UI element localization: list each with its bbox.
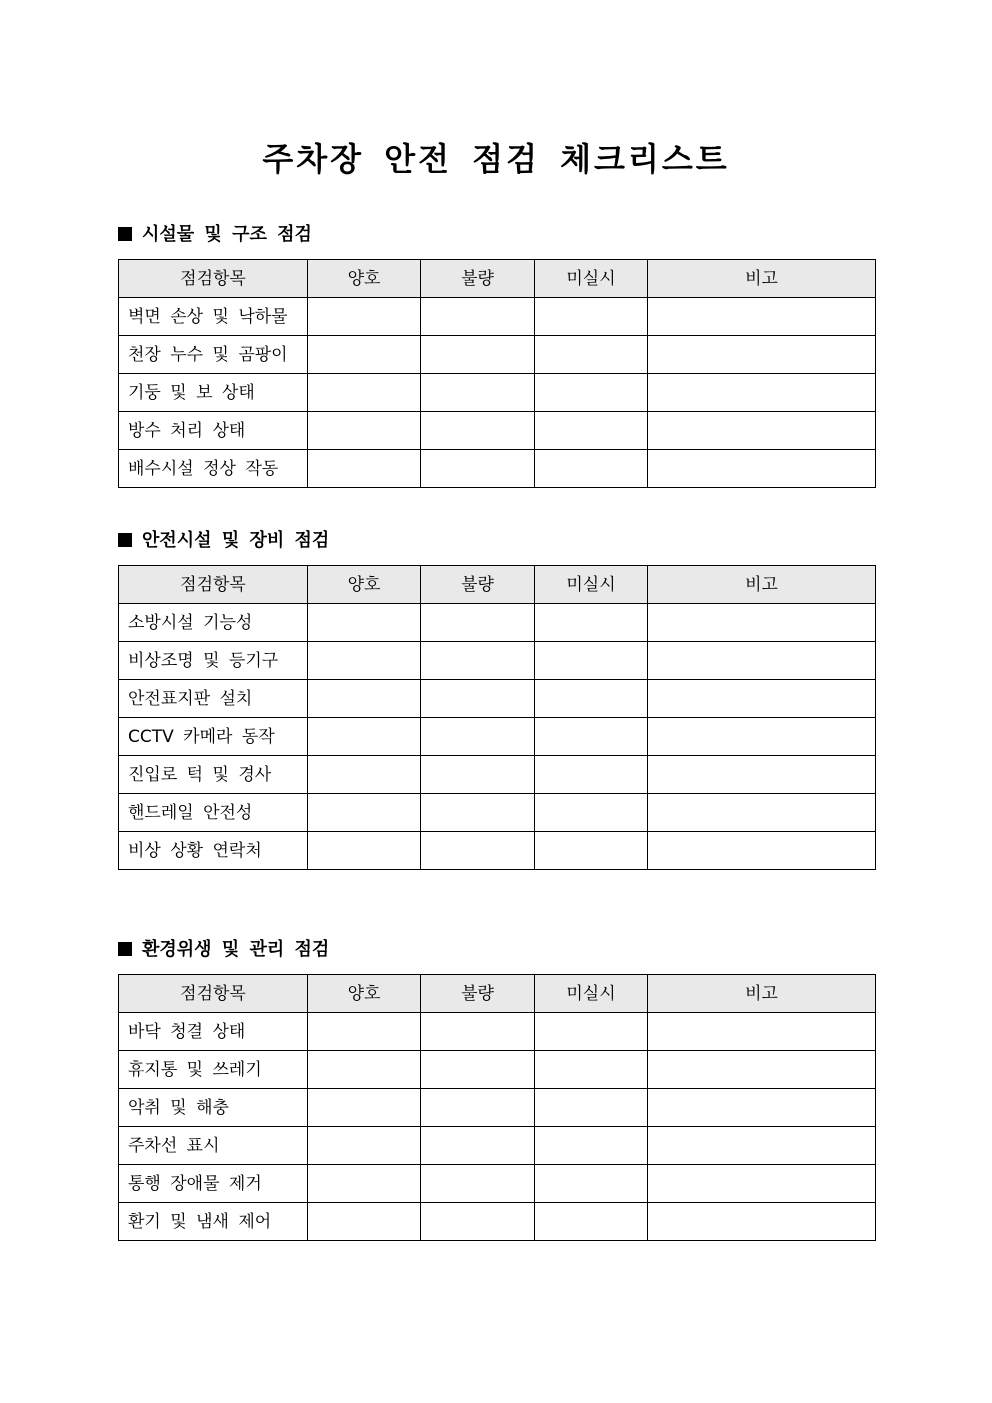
section-heading-facility: [118, 224, 312, 246]
section-heading-text: 안전시설 및 장비 점검: [142, 530, 330, 551]
table-row: [119, 680, 876, 718]
note-cell[interactable]: [648, 412, 876, 450]
section-heading-hygiene: [118, 939, 329, 961]
not-done-check-cell[interactable]: [535, 336, 648, 374]
good-check-cell[interactable]: [308, 604, 421, 642]
check-item-label: 방수 처리 상태: [119, 412, 308, 450]
not-done-check-cell[interactable]: [535, 718, 648, 756]
note-cell[interactable]: [648, 794, 876, 832]
not-done-check-cell[interactable]: [535, 794, 648, 832]
note-cell[interactable]: [648, 1051, 876, 1089]
column-header-bad: 불량: [421, 566, 535, 604]
column-header-note: 비고: [648, 975, 876, 1013]
note-cell[interactable]: [648, 604, 876, 642]
check-item-label: 소방시설 기능성: [119, 604, 308, 642]
good-check-cell[interactable]: [308, 832, 421, 870]
bad-check-cell[interactable]: [421, 450, 535, 488]
not-done-check-cell[interactable]: [535, 756, 648, 794]
good-check-cell[interactable]: [308, 1165, 421, 1203]
square-bullet-icon: [118, 533, 132, 547]
not-done-check-cell[interactable]: [535, 1165, 648, 1203]
table-row: [119, 642, 876, 680]
good-check-cell[interactable]: [308, 794, 421, 832]
not-done-check-cell[interactable]: [535, 1013, 648, 1051]
good-check-cell[interactable]: [308, 680, 421, 718]
column-header-good: 양호: [308, 975, 421, 1013]
note-cell[interactable]: [648, 1165, 876, 1203]
good-check-cell[interactable]: [308, 1127, 421, 1165]
table-row: [119, 1013, 876, 1051]
bad-check-cell[interactable]: [421, 1013, 535, 1051]
note-cell[interactable]: [648, 642, 876, 680]
check-item-label: 천장 누수 및 곰팡이: [119, 336, 308, 374]
column-header-bad: 불량: [421, 260, 535, 298]
not-done-check-cell[interactable]: [535, 1089, 648, 1127]
note-cell[interactable]: [648, 756, 876, 794]
check-item-label: 휴지통 및 쓰레기: [119, 1051, 308, 1089]
good-check-cell[interactable]: [308, 412, 421, 450]
table-row: [119, 1127, 876, 1165]
check-item-label: 환기 및 냄새 제어: [119, 1203, 308, 1241]
square-bullet-icon: [118, 227, 132, 241]
table-row: [119, 412, 876, 450]
bad-check-cell[interactable]: [421, 718, 535, 756]
checklist-table-hygiene: [118, 974, 876, 1241]
note-cell[interactable]: [648, 298, 876, 336]
column-header-not-done: 미실시: [535, 260, 648, 298]
bad-check-cell[interactable]: [421, 756, 535, 794]
not-done-check-cell[interactable]: [535, 1127, 648, 1165]
note-cell[interactable]: [648, 1013, 876, 1051]
bad-check-cell[interactable]: [421, 1089, 535, 1127]
not-done-check-cell[interactable]: [535, 298, 648, 336]
table-header-row: [119, 975, 876, 1013]
page-title: 주차장 안전 점검 체크리스트: [262, 140, 730, 178]
not-done-check-cell[interactable]: [535, 680, 648, 718]
section-heading-safety: [118, 530, 329, 552]
good-check-cell[interactable]: [308, 336, 421, 374]
not-done-check-cell[interactable]: [535, 450, 648, 488]
bad-check-cell[interactable]: [421, 794, 535, 832]
good-check-cell[interactable]: [308, 374, 421, 412]
table-header-row: [119, 566, 876, 604]
not-done-check-cell[interactable]: [535, 604, 648, 642]
check-item-label: 바닥 청결 상태: [119, 1013, 308, 1051]
good-check-cell[interactable]: [308, 1051, 421, 1089]
good-check-cell[interactable]: [308, 1203, 421, 1241]
table-row: [119, 1089, 876, 1127]
table-row: [119, 604, 876, 642]
note-cell[interactable]: [648, 336, 876, 374]
note-cell[interactable]: [648, 450, 876, 488]
not-done-check-cell[interactable]: [535, 1051, 648, 1089]
bad-check-cell[interactable]: [421, 1051, 535, 1089]
check-item-label: 진입로 턱 및 경사: [119, 756, 308, 794]
check-item-label: 안전표지판 설치: [119, 680, 308, 718]
bad-check-cell[interactable]: [421, 298, 535, 336]
bad-check-cell[interactable]: [421, 1203, 535, 1241]
note-cell[interactable]: [648, 680, 876, 718]
check-item-label: 비상 상황 연락처: [119, 832, 308, 870]
column-header-note: 비고: [648, 260, 876, 298]
bad-check-cell[interactable]: [421, 680, 535, 718]
square-bullet-icon: [118, 942, 132, 956]
column-header-note: 비고: [648, 566, 876, 604]
table-row: [119, 718, 876, 756]
column-header-item: 점검항목: [119, 260, 308, 298]
section-heading-text: 환경위생 및 관리 점검: [142, 939, 330, 960]
bad-check-cell[interactable]: [421, 1127, 535, 1165]
good-check-cell[interactable]: [308, 642, 421, 680]
note-cell[interactable]: [648, 832, 876, 870]
table-row: [119, 450, 876, 488]
column-header-not-done: 미실시: [535, 975, 648, 1013]
good-check-cell[interactable]: [308, 718, 421, 756]
not-done-check-cell[interactable]: [535, 832, 648, 870]
bad-check-cell[interactable]: [421, 1165, 535, 1203]
table-row: [119, 336, 876, 374]
check-item-label: 기둥 및 보 상태: [119, 374, 308, 412]
not-done-check-cell[interactable]: [535, 1203, 648, 1241]
note-cell[interactable]: [648, 1127, 876, 1165]
column-header-bad: 불량: [421, 975, 535, 1013]
table-row: [119, 1051, 876, 1089]
checklist-table-facility: [118, 259, 876, 488]
check-item-label: 비상조명 및 등기구: [119, 642, 308, 680]
table-row: [119, 794, 876, 832]
good-check-cell[interactable]: [308, 298, 421, 336]
table-row: [119, 832, 876, 870]
good-check-cell[interactable]: [308, 756, 421, 794]
checklist-table-safety: [118, 565, 876, 870]
bad-check-cell[interactable]: [421, 604, 535, 642]
column-header-item: 점검항목: [119, 566, 308, 604]
table-row: [119, 374, 876, 412]
check-item-label: 악취 및 해충: [119, 1089, 308, 1127]
bad-check-cell[interactable]: [421, 642, 535, 680]
check-item-label: 벽면 손상 및 낙하물: [119, 298, 308, 336]
column-header-good: 양호: [308, 566, 421, 604]
table-header-row: [119, 260, 876, 298]
section-heading-text: 시설물 및 구조 점검: [142, 224, 312, 245]
good-check-cell[interactable]: [308, 450, 421, 488]
table-row: [119, 298, 876, 336]
check-item-label: 핸드레일 안전성: [119, 794, 308, 832]
check-item-label: 배수시설 정상 작동: [119, 450, 308, 488]
check-item-label: 통행 장애물 제거: [119, 1165, 308, 1203]
bad-check-cell[interactable]: [421, 832, 535, 870]
table-row: [119, 1165, 876, 1203]
note-cell[interactable]: [648, 1089, 876, 1127]
note-cell[interactable]: [648, 718, 876, 756]
not-done-check-cell[interactable]: [535, 642, 648, 680]
table-row: [119, 756, 876, 794]
good-check-cell[interactable]: [308, 1089, 421, 1127]
column-header-good: 양호: [308, 260, 421, 298]
not-done-check-cell[interactable]: [535, 374, 648, 412]
good-check-cell[interactable]: [308, 1013, 421, 1051]
bad-check-cell[interactable]: [421, 412, 535, 450]
table-row: [119, 1203, 876, 1241]
note-cell[interactable]: [648, 374, 876, 412]
note-cell[interactable]: [648, 1203, 876, 1241]
not-done-check-cell[interactable]: [535, 412, 648, 450]
bad-check-cell[interactable]: [421, 374, 535, 412]
check-item-label: 주차선 표시: [119, 1127, 308, 1165]
column-header-not-done: 미실시: [535, 566, 648, 604]
bad-check-cell[interactable]: [421, 336, 535, 374]
column-header-item: 점검항목: [119, 975, 308, 1013]
check-item-label: CCTV 카메라 동작: [119, 718, 308, 756]
